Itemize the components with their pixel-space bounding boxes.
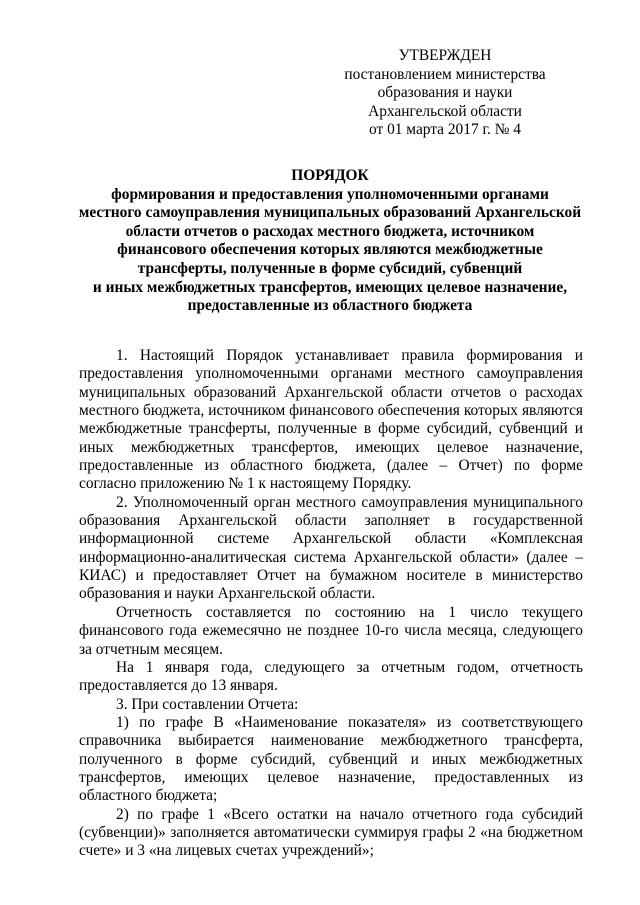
paragraph-january-deadline: На 1 января года, следующего за отчетным годом, отчетность предоставляется до 13 января. xyxy=(79,658,583,695)
approval-line: Архангельской области xyxy=(368,102,522,120)
title-line: местного самоуправления муниципальных образований Архангельской xyxy=(78,204,582,222)
title-line: финансового обеспечения которых являются межбюджетные xyxy=(117,241,543,259)
title-line: и иных межбюджетных трансфертов, имеющих целевое назначение, xyxy=(92,278,568,296)
title-line: формирования и предоставления уполномоченными органами xyxy=(111,185,549,203)
approval-line: образования и науки xyxy=(377,84,513,101)
approval-line: от 01 марта 2017 г. № 4 xyxy=(369,121,521,138)
document-title xyxy=(70,167,590,316)
paragraph-2: 2. Уполномоченный орган местного самоуправления муниципального образования Архангельской области заполняет в государственной информационной системе Архангельской области «Комплексная информационно-аналитическая система Архангельской области» (далее – КИАС) и предоставляет Отчет на бумажном носителе в министерство образования и науки Архангельской области. xyxy=(79,493,583,603)
paragraph-1: 1. Настоящий Порядок устанавливает правила формирования и предоставления уполномоченными органами местного самоуправления муниципальных образований Архангельской области отчетов о расходах местного бюджета, источником финансового обеспечения которых являются межбюджетные трансферты, полученные в форме субсидий, субвенций и иных межбюджетных трансфертов, имеющих целевое назначение, предоставленные из областного бюджета, (далее – Отчет) по форме согласно приложению № 1 к настоящему Порядку. xyxy=(79,347,583,493)
title-line: предоставленные из областного бюджета xyxy=(187,297,473,315)
title-heading: ПОРЯДОК xyxy=(291,167,369,184)
paragraph-3-item-1: 1) по графе В «Наименование показателя» из соответствующего справочника выбирается наименование межбюджетного трансферта, полученного в форме субсидий, субвенций и иных межбюджетных трансфертов, имеющих целевое назначение, предоставленных из областного бюджета; xyxy=(79,713,583,805)
approval-line: постановлением министерства xyxy=(344,65,546,83)
paragraph-3: 3. При составлении Отчета: xyxy=(116,695,299,713)
paragraph-3-item-2: 2) по графе 1 «Всего остатки на начало отчетного года субсидий (субвенции)» заполняется автоматически суммируя графы 2 «на бюджетном счете» и 3 «на лицевых счетах учреждений»; xyxy=(79,805,583,860)
document-body xyxy=(79,347,583,861)
approval-stamp xyxy=(330,47,560,140)
title-line: области отчетов о расходах местного бюджета, источником xyxy=(125,222,535,240)
paragraph-reporting-deadline: Отчетность составляется по состоянию на 1 число текущего финансового года ежемесячно не позднее 10-го числа месяца, следующего за отчетным месяцем. xyxy=(79,603,583,658)
title-line: трансферты, полученные в форме субсидий, субвенций xyxy=(137,259,523,277)
approval-line: УТВЕРЖДЕН xyxy=(398,47,492,64)
